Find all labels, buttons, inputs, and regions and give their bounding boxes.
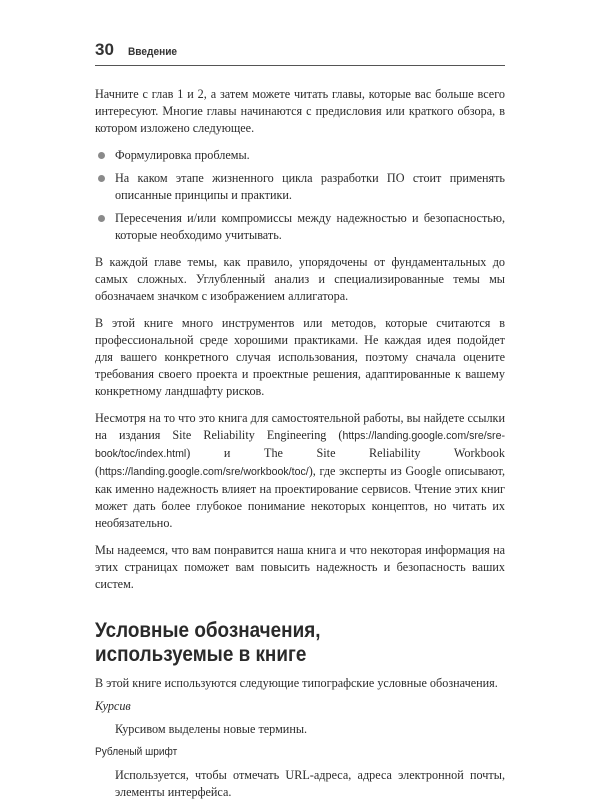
header-rule <box>95 65 505 66</box>
references-text-2: ) и The Site Reliability Workbook ( <box>95 446 505 478</box>
list-item-text: Пересечения и/или компромиссы между надежностью и безопасностью, которые необходимо учитывать. <box>115 211 505 242</box>
bullet-icon <box>98 152 105 159</box>
running-title: Введение <box>127 46 177 58</box>
section-heading-line-1: Условные обозначения, <box>95 619 321 642</box>
term-italic-label: Курсив <box>95 699 131 713</box>
paragraph-practices: В этой книге много инструментов или методов, которые считаются в профессиональной среде хорошими практиками. Не каждая идея подойдет для вашего конкретного случая использования, поэтому сначала оцените требования своего проекта и проектные решения, адаптированные к вашему конкретному ландшафту рисков. <box>95 316 505 398</box>
sre-workbook-url[interactable]: https://landing.google.com/sre/workbook/toc/ <box>99 466 309 478</box>
bullet-icon <box>98 215 105 222</box>
page-body <box>95 86 505 807</box>
section-heading <box>95 619 505 667</box>
references-text-3: ), где эксперты из Google описывают, как именно надежность влияет на проектирование сервисов. Чтение этих книг может дать более глубокое понимание некоторых концептов, но читать их необязательно. <box>95 464 505 530</box>
term-italic-description: Курсивом выделены новые термины. <box>115 722 308 736</box>
paragraph-references <box>95 410 505 532</box>
references-text-1: Несмотря на то что это книга для самостоятельной работы, вы найдете ссылки на издания Site Reliability Engineering ( <box>95 411 505 442</box>
paragraph-topics-order: В каждой главе темы, как правило, упорядочены от фундаментальных до самых сложных. Углубленный анализ и специализированные темы мы обозначаем значком с изображением аллигатора. <box>95 255 505 303</box>
term-sans-label: Рубленый шрифт <box>95 746 178 758</box>
page-number: 30 <box>95 40 114 59</box>
list-item-text: На каком этапе жизненного цикла разработки ПО стоит применять описанные принципы и практики. <box>115 171 505 202</box>
section-heading-line-2: используемые в книге <box>95 643 307 666</box>
list-item <box>95 147 505 164</box>
list-item <box>95 170 505 204</box>
bullet-icon <box>98 175 105 182</box>
sre-book-url[interactable]: https://landing.google.com/sre/sre-book/toc/index.html <box>95 430 505 460</box>
paragraph-intro: Начните с глав 1 и 2, а затем можете читать главы, которые вас больше всего интересуют. Многие главы начинаются с предисловия или краткого обзора, в котором изложено следующее. <box>95 87 505 135</box>
running-header <box>95 40 505 64</box>
list-item <box>95 210 505 244</box>
conventions-intro: В этой книге используются следующие типографские условные обозначения. <box>95 676 498 690</box>
paragraph-closing: Мы надеемся, что вам понравится наша книга и что некоторая информация на этих страницах поможет вам повысить надежность и безопасность ваших систем. <box>95 543 505 591</box>
list-item-text: Формулировка проблемы. <box>115 148 250 162</box>
bullet-list <box>95 147 505 244</box>
term-sans-description: Используется, чтобы отмечать URL-адреса, адреса электронной почты, элементы интерфейса. <box>115 768 505 799</box>
